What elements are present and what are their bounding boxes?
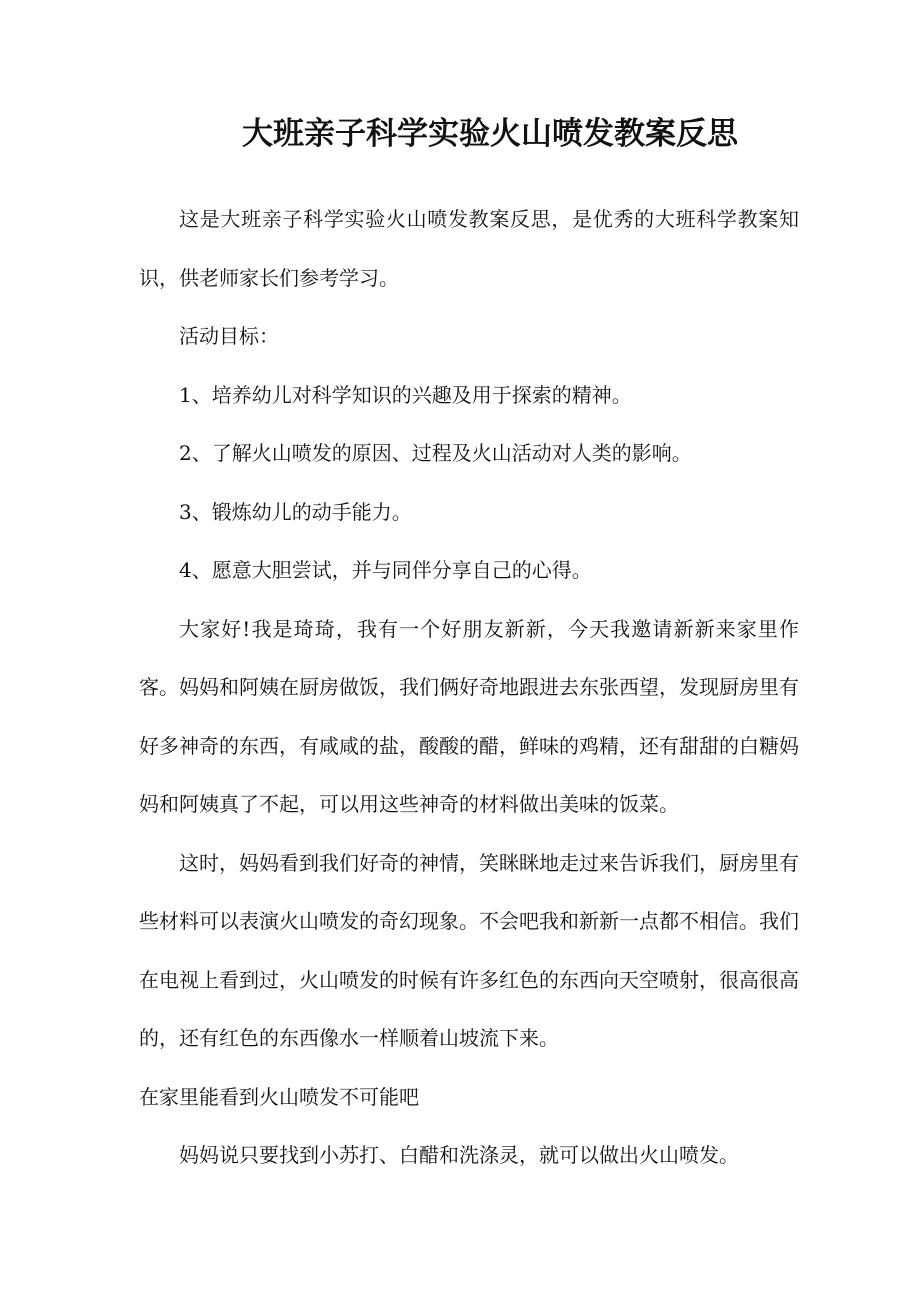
paragraph-goal-1: 1、培养幼儿对科学知识的兴趣及用于探索的精神。 <box>179 382 632 407</box>
paragraph-story-4: 妈妈说只要找到小苏打、白醋和洗涤灵，就可以做出火山喷发。 <box>179 1143 739 1167</box>
paragraph-goal-3: 3、锻炼幼儿的动手能力。 <box>179 499 412 524</box>
paragraph-story-1: 大家好!我是琦琦，我有一个好朋友新新，今天我邀请新新来家里作客。妈妈和阿姨在厨房做饭，我们俩好奇地跟进去东张西望，发现厨房里有好多神奇的东西，有咸咸的盐，酸酸的醋，鲜味的鸡精，还有甜甜的白糖妈妈和阿姨真了不起，可以用这些神奇的材料做出美味的饭菜。 <box>139 616 799 816</box>
document-title: 大班亲子科学实验火山喷发教案反思 <box>242 116 738 152</box>
paragraph-story-3: 在家里能看到火山喷发不可能吧 <box>139 1084 419 1109</box>
paragraph-intro: 这是大班亲子科学实验火山喷发教案反思，是优秀的大班科学教案知识，供老师家长们参考学习。 <box>139 207 799 290</box>
document-body <box>139 190 799 1185</box>
paragraph-goal-2: 2、了解火山喷发的原因、过程及火山活动对人类的影响。 <box>179 441 692 465</box>
paragraph-story-2: 这时，妈妈看到我们好奇的神情，笑眯眯地走过来告诉我们，厨房里有些材料可以表演火山喷发的奇幻现象。不会吧我和新新一点都不相信。我们在电视上看到过，火山喷发的时候有许多红色的东西向天空喷射，很高很高的，还有红色的东西像水一样顺着山坡流下来。 <box>139 850 799 1050</box>
paragraph-goal-4: 4、愿意大胆尝试，并与同伴分享自己的心得。 <box>179 558 592 582</box>
paragraph-goals-heading: 活动目标： <box>179 324 279 348</box>
